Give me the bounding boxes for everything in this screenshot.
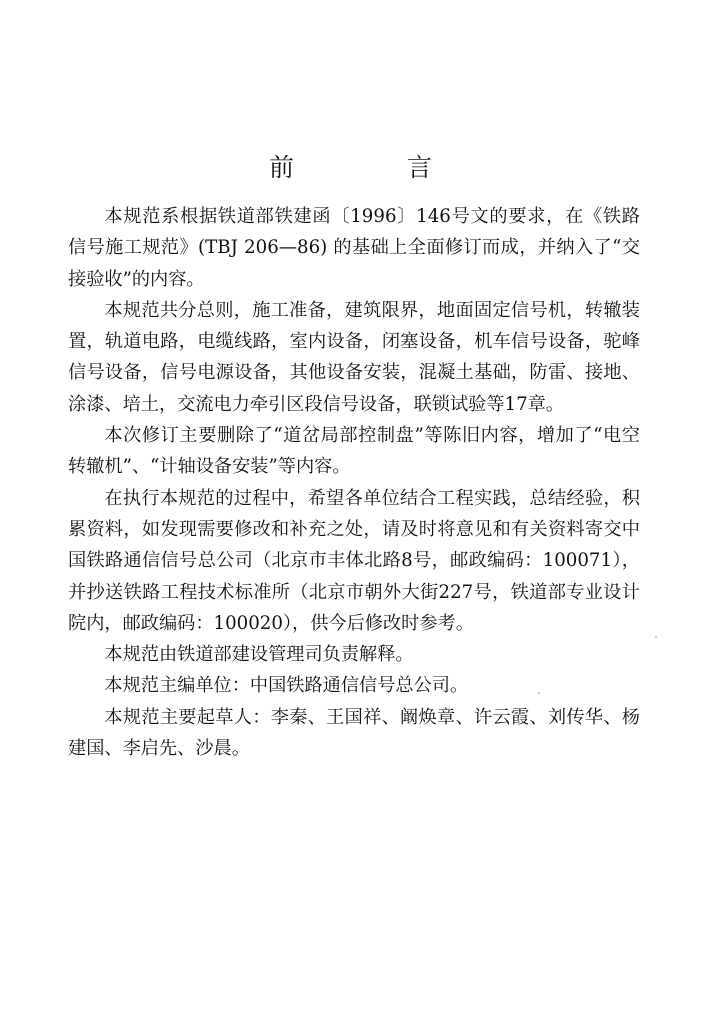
scan-speck	[655, 636, 657, 638]
paragraph-chief-editor: 本规范主编单位：中国铁路通信信号总公司。	[104, 675, 469, 697]
paragraph-chapters: 本规范共分总则，施工准备，建筑限界，地面固定信号机，转辙装置，轨道电路，电缆线路，室内设备，闭塞设备，机车信号设备，驼峰信号设备，信号电源设备，其他设备安装，混凝土基础，防雷、接地、涂漆、培土，交流电力牵引区段信号设备，联锁试验等17章。	[68, 299, 640, 415]
paragraph-feedback: 在执行本规范的过程中，希望各单位结合工程实践，总结经验，积累资料，如发现需要修改和补充之处，请及时将意见和有关资料寄交中国铁路通信信号总公司（北京市丰体北路8号，邮政编码：100071），并抄送铁路工程技术标准所（北京市朝外大街227号，铁道部专业设计院内，邮政编码：100020），供今后修改时参考。	[68, 487, 640, 634]
preface-body	[68, 201, 640, 764]
page-title: 前 言	[268, 153, 476, 182]
paragraph-drafters: 本规范主要起草人：李秦、王国祥、阚焕章、许云霞、刘传华、杨建国、李启先、沙晨。	[68, 706, 640, 760]
paragraph-basis: 本规范系根据铁道部铁建函〔1996〕146号文的要求，在《铁路信号施工规范》(TBJ 206—86) 的基础上全面修订而成，并纳入了“交接验收”的内容。	[68, 206, 640, 290]
paragraph-revision: 本次修订主要删除了“道岔局部控制盘”等陈旧内容，增加了“电空转辙机”、“计轴设备安装”等内容。	[68, 425, 640, 478]
paragraph-interpretation: 本规范由铁道部建设管理司负责解释。	[104, 644, 414, 666]
scan-speck	[538, 692, 540, 694]
